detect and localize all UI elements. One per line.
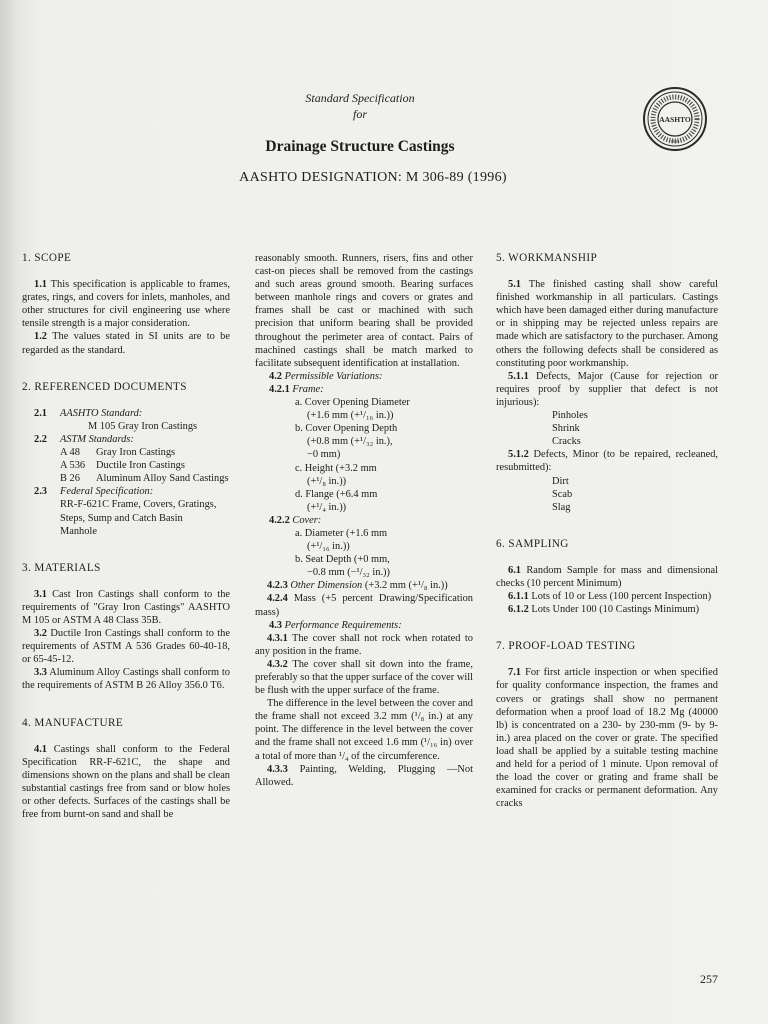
page-number: 257 (700, 972, 718, 986)
header-for: for (352, 107, 367, 121)
section-heading-proof-load-testing: 7. PROOF-LOAD TESTING (496, 640, 636, 653)
paragraph-3-1: 3.1 Cast Iron Castings shall conform to the requirements of "Gray Iron Castings" AASHTO M 105 or ASTM A 48 Class 35B. (22, 588, 230, 626)
section-heading-referenced-documents: 2. REFERENCED DOCUMENTS (22, 380, 187, 393)
document-title: Drainage Structure Castings (265, 138, 455, 155)
column-1 (22, 252, 230, 821)
frame-variation-c: c. Height (+3.2 mm (295, 462, 377, 474)
paragraph-6-1-1: 6.1.1 Lots of 10 or Less (100 percent Inspection) (508, 591, 712, 603)
paragraph-1-2: 1.2 The values stated in SI units are to be regarded as the standard. (22, 331, 230, 356)
paragraph-4-3-2: 4.3.2 The cover shall sit down into the frame, preferably so that the upper surface of the cover will be flush with the upper surface of the frame. (255, 658, 473, 697)
section-heading-workmanship: 5. WORKMANSHIP (496, 252, 598, 264)
paragraph-4-2-4: 4.2.4 Mass (+5 percent Drawing/Specification mass) (255, 593, 473, 618)
paragraph-3-2: 3.2 Ductile Iron Castings shall conform to the requirements of ASTM A 536 Grades 60-40-18, or 65-45-12. (22, 628, 230, 666)
seal-text: AASHTO (659, 115, 691, 124)
frame-variation-a: a. Cover Opening Diameter (295, 397, 410, 409)
cover-variation-b: b. Seat Depth (+0 mm, (295, 554, 390, 566)
paragraph-4-2-2: 4.2.2 Cover: (269, 514, 322, 526)
paragraph-level-difference: The difference in the level between the cover and the frame shall not exceed 3.2 mm (¹/₈ in.) at any point. The difference in the level between the cover and the frame shall not exceed 1.6 mm (¹/₁₆ in) over a total of more than ¹/₄ of the circumference. (255, 698, 473, 762)
section-heading-scope: 1. SCOPE (22, 252, 72, 264)
defect-shrink: Shrink (552, 423, 580, 435)
referenced-documents-list: 2.1 AASHTO Standard: M 105 Gray Iron Castings 2.2 ASTM Standards: A 48 Gray Iron Castings A 536 Ductile Iron Castings B 26 Aluminum Alloy Sand Castings 2.3 Federal Specification: RR-F-621C Frame, Covers, Gratings, Steps, Sump and Catch Basin Manhole (34, 407, 229, 537)
paragraph-4-2: 4.2 Permissible Variations: (269, 370, 383, 382)
paragraph-5-1-2: 5.1.2 Defects, Minor (to be repaired, recleaned, resubmitted): (496, 449, 718, 474)
defect-scab: Scab (552, 488, 573, 500)
section-heading-manufacture: 4. MANUFACTURE (22, 716, 124, 729)
section-heading-materials: 3. MATERIALS (22, 561, 101, 574)
defect-pinholes: Pinholes (552, 410, 588, 422)
paragraph-4-3-3: 4.3.3 Painting, Welding, Plugging —Not Allowed. (255, 763, 473, 788)
designation: AASHTO DESIGNATION: M 306-89 (1996) (239, 170, 507, 185)
frame-variation-d: d. Flange (+6.4 mm (295, 488, 378, 500)
seal-year: 1914 (670, 139, 680, 144)
paragraph-1-1: 1.1 This specification is applicable to frames, grates, rings, and covers for inlets, manholes, and other structures for civil engineering use where tensile strength is a major consideration. (22, 279, 230, 330)
column-3 (496, 252, 718, 810)
paragraph-4-2-3: 4.2.3 Other Dimension (+3.2 mm (+¹/₈ in.)) (267, 580, 448, 592)
column-2: reasonably smooth. Runners, risers, fins and other cast-on pieces shall be removed from the castings and such areas ground smooth. Bearing surfaces between manhole rings and covers or grates and frames shall be cast or machined with such precision that uniform bearing shall be provided throughout the perimeter area of contact. Pairs of machined castings shall be match marked to facilitate subsequent identification at installation. 4.2 Permissible Variations: 4.2.1 Frame: a. Cover Opening Diameter (+1.6 mm (+¹/₁₆ in.)) b. Cover Opening Depth (+0.8 mm (+¹/₃₂ in.), −0 mm) c. Height (+3.2 mm (+¹/₈ in.)) d. Flange (+6.4 mm (+¹/₄ in.)) 4.2.2 Cover: a. Diameter (+1.6 mm (+¹/₁₆ in.)) b. Seat Depth (+0 mm, −0.8 mm (−¹/₃₂ in.)) 4.2.3 Other Dimension (+3.2 mm (+¹/₈ in.)) 4.2.4 Mass (+5 percent Drawing/Specification mass) 4.3 Performance Requirements: 4.3.1 The cover shall not rock when rotated to any position in the frame. 4.3.2 The cover shall sit down into the frame, preferably so that the upper surface of the cover will be flush with the upper surface of the frame. The difference in the level between the cover and the frame shall not exceed 3.2 mm (¹/₈ in.) at any point. The difference in the level between the cover and the frame shall not exceed 1.6 mm (¹/₁₆ in) over a total of more than ¹/₄ of the circumference. 4.3.3 Painting, Welding, Plugging —Not Allowed. (255, 253, 473, 788)
frame-variation-b: b. Cover Opening Depth (295, 423, 398, 435)
defect-cracks: Cracks (552, 436, 581, 448)
paragraph-4-3: 4.3 Performance Requirements: (269, 619, 402, 631)
paragraph-4-1: 4.1 Castings shall conform to the Federal Specification RR-F-621C, the shape and dimensions shown on the plans and shall be clean substantial castings free from sand or blow holes or other defects. Surfaces of the castings shall be free from burnt-on sand and shall be (22, 743, 230, 821)
paragraph-4-3-1: 4.3.1 The cover shall not rock when rotated to any position in the frame. (255, 632, 473, 657)
defect-slag: Slag (552, 501, 571, 513)
paragraph-3-3: 3.3 Aluminum Alloy Castings shall conform to the requirements of ASTM B 26 Alloy 356.0 T6. (22, 667, 230, 692)
paragraph-5-1: 5.1 The finished casting shall show careful finished workmanship in all particulars. Castings which have been damaged either during manufacture or in shipping may be rejected unless repairs are made which are satisfactory to the purchaser. Among others the following defects shall be considered as constituting poor workmanship. (496, 279, 718, 369)
paragraph-7-1: 7.1 For first article inspection or when specified for quality conformance inspection, the frames and covers or gratings shall show no permanent deformation when a proof load of 18.2 Mg (40000 lb) is concentrated on a 230- by 230-mm (9- by 9-in.) area placed on the cover or grate. The specified load shall be applied by a suitable testing machine and held for a period of 1 minute. Upon removal of the load the cover or grating and frame shall be examined for cracks or permanent deformation. Any cracks (496, 667, 718, 810)
paragraph-4-1-continued: reasonably smooth. Runners, risers, fins and other cast-on pieces shall be removed from the castings and such areas ground smooth. Bearing surfaces between manhole rings and covers or grates and frames shall be cast or machined with such precision that uniform bearing shall be provided throughout the perimeter area of contact. Pairs of machined castings shall be match marked to facilitate subsequent identification at installation. (255, 253, 473, 369)
paragraph-6-1-2: 6.1.2 Lots Under 100 (10 Castings Minimum) (508, 604, 700, 616)
defect-dirt: Dirt (552, 475, 569, 487)
paragraph-6-1: 6.1 Random Sample for mass and dimensional checks (10 percent Minimum) (496, 564, 718, 589)
paragraph-5-1-1: 5.1.1 Defects, Major (Cause for rejection or requires proof by supplier that defect is not injurious): (496, 370, 718, 408)
paragraph-4-2-1: 4.2.1 Frame: (269, 383, 324, 395)
header-standard: Standard Specification (305, 91, 415, 105)
aashto-seal-icon (642, 86, 708, 152)
cover-variation-a: a. Diameter (+1.6 mm (295, 527, 388, 539)
section-heading-sampling: 6. SAMPLING (496, 537, 569, 550)
